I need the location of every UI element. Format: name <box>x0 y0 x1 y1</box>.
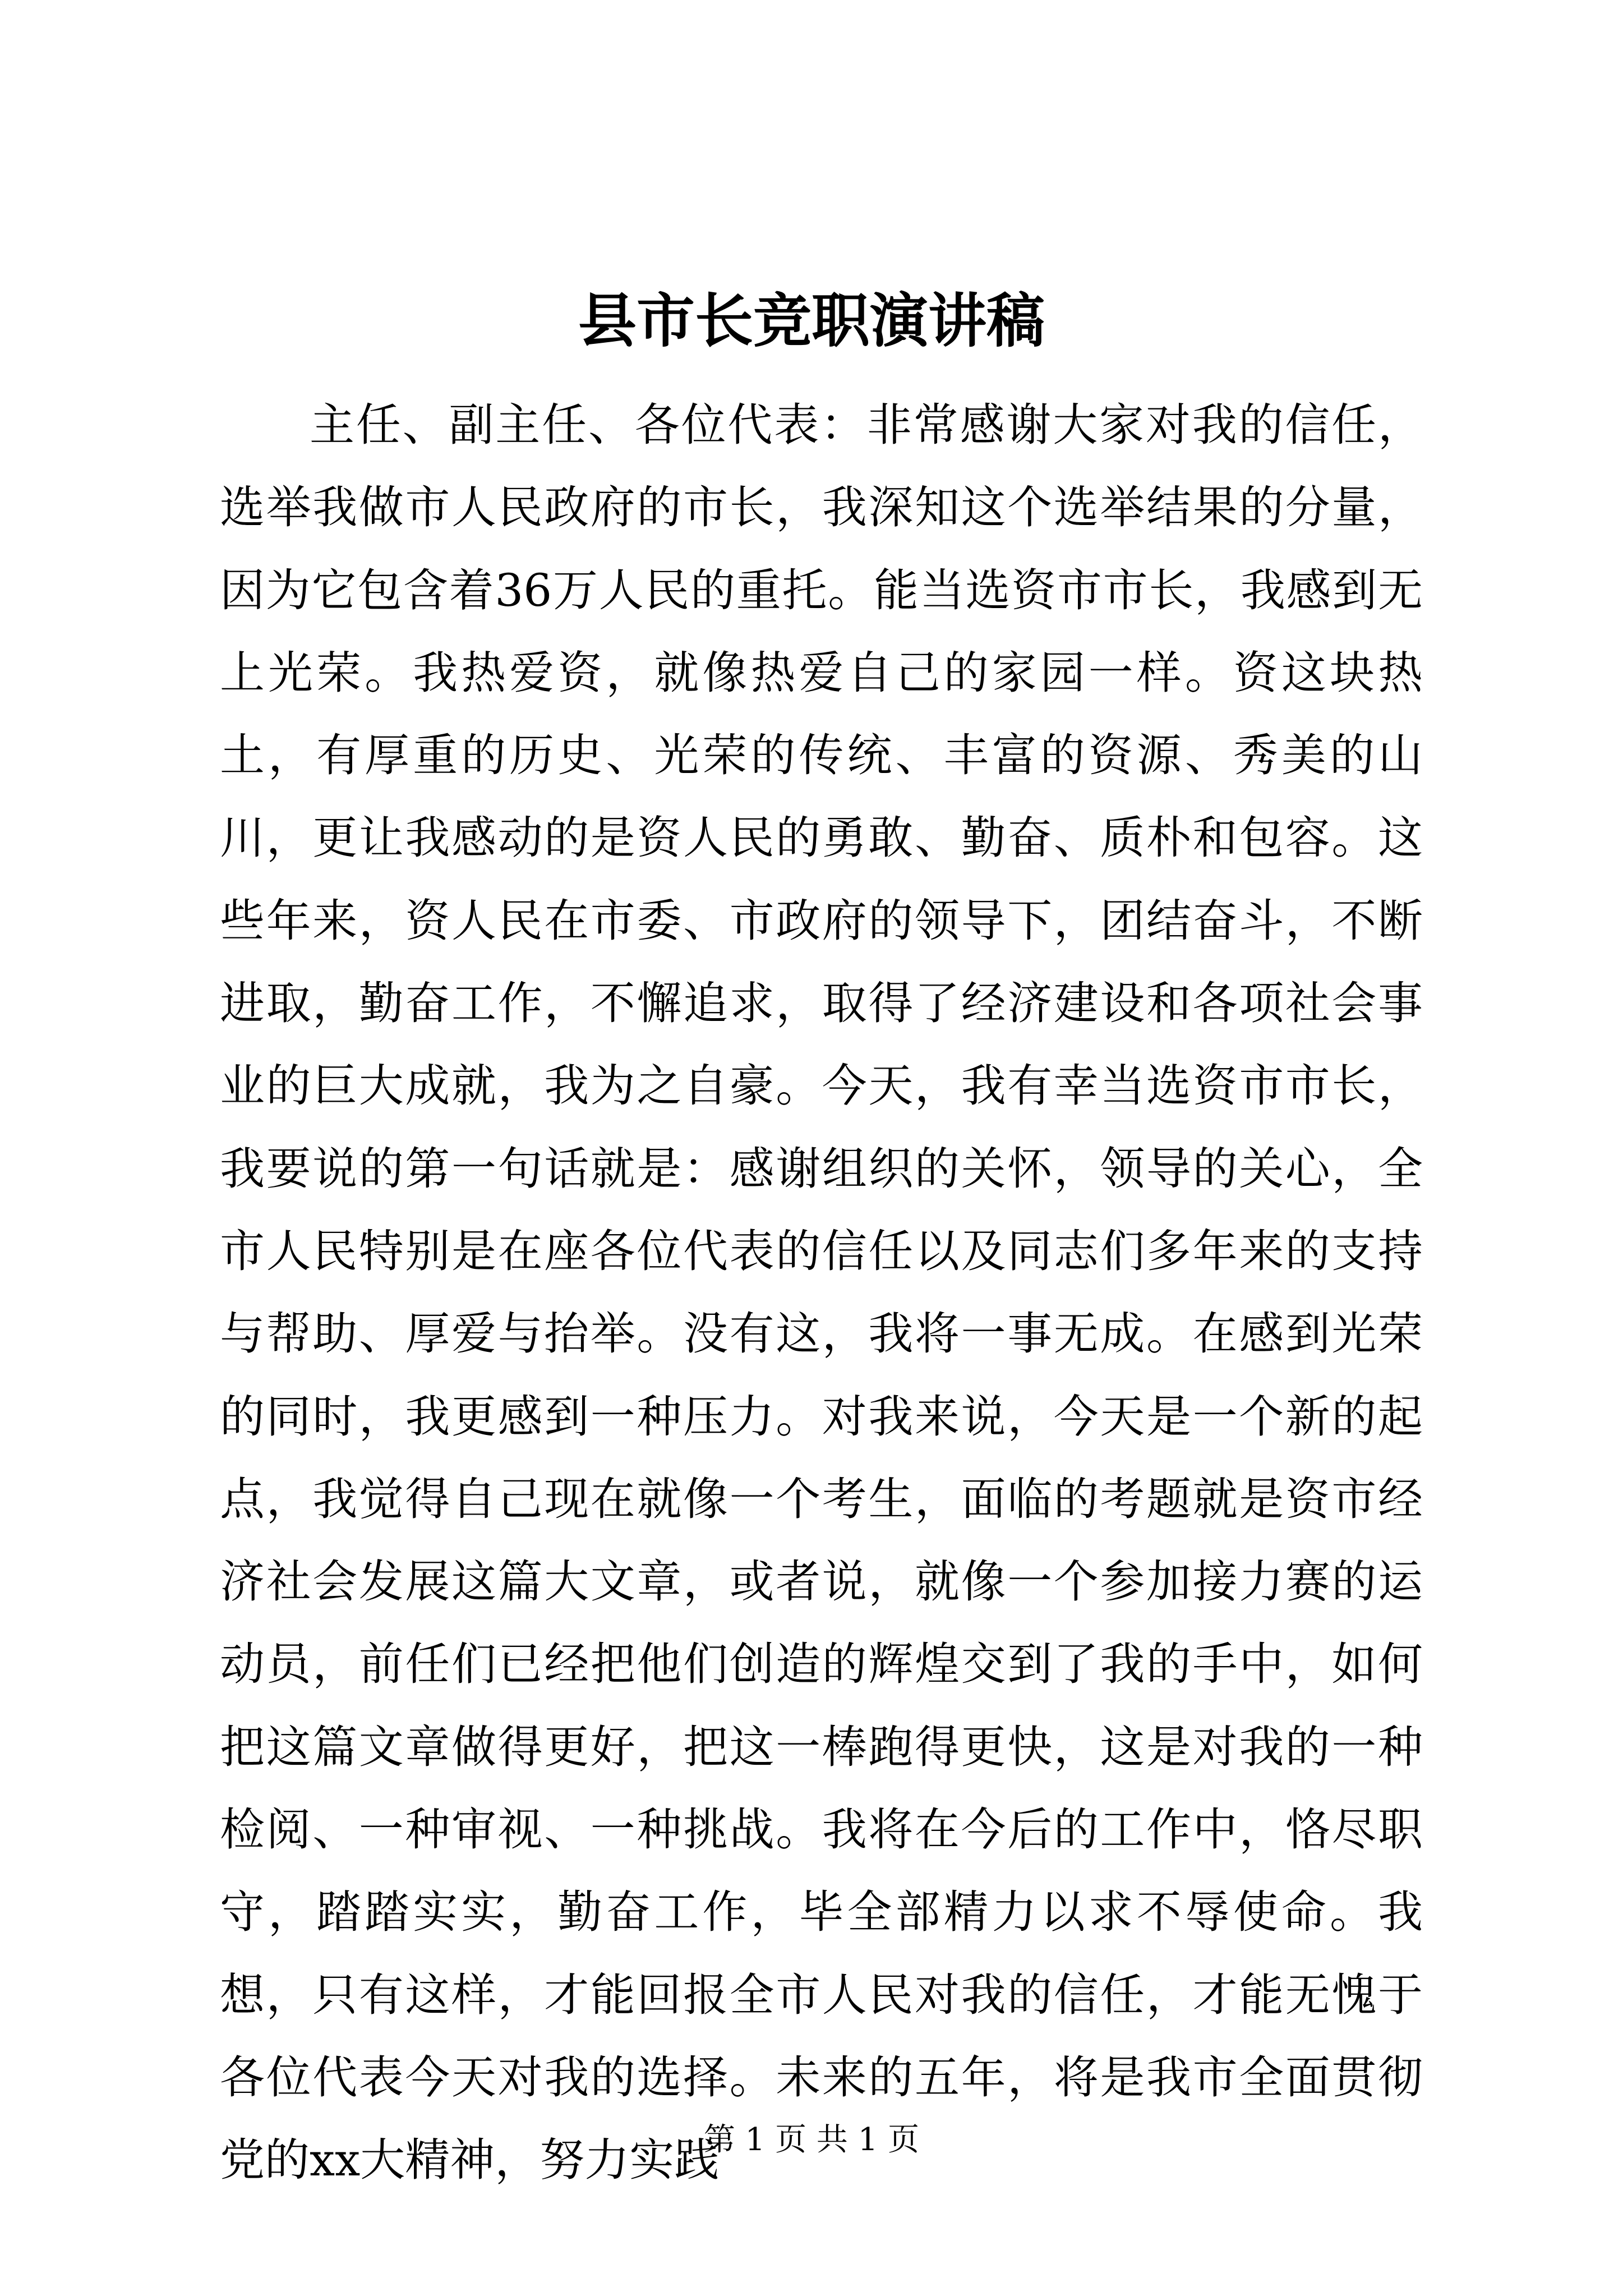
document-title: 县市长竞职演讲稿 <box>578 286 1045 355</box>
page-footer: 第 1 页 共 1 页 <box>703 2122 920 2158</box>
document-body: 主任、副主任、各位代表：非常感谢大家对我的信任，选举我做市人民政府的市长，我深知这个选举结果的分量，因为它包含着36万人民的重托。能当选资市市长，我感到无上光荣。我热爱资，就像热爱自己的家园一样。资这块热土，有厚重的历史、光荣的传统、丰富的资源、秀美的山川，更让我感动的是资人民的勇敢、勤奋、质朴和包容。这些年来，资人民在市委、市政府的领导下，团结奋斗，不断进取，勤奋工作，不懈追求，取得了经济建设和各项社会事业的巨大成就，我为之自豪。今天，我有幸当选资市市长，我要说的第一句话就是：感谢组织的关怀，领导的关心，全市人民特别是在座各位代表的信任以及同志们多年来的支持与帮助、厚爱与抬举。没有这，我将一事无成。在感到光荣的同时，我更感到一种压力。对我来说，今天是一个新的起点，我觉得自己现在就像一个考生，面临的考题就是资市经济社会发展这篇大文章，或者说，就像一个参加接力赛的运动员，前任们已经把他们创造的辉煌交到了我的手中，如何把这篇文章做得更好，把这一棒跑得更快，这是对我的一种检阅、一种审视、一种挑战。我将在今后的工作中，恪尽职守，踏踏实实，勤奋工作，毕全部精力以求不辱使命。我想，只有这样，才能回报全市人民对我的信任，才能无愧于各位代表今天对我的选择。未来的五年，将是我市全面贯彻党的xx大精神，努力实践 <box>220 399 1423 2187</box>
